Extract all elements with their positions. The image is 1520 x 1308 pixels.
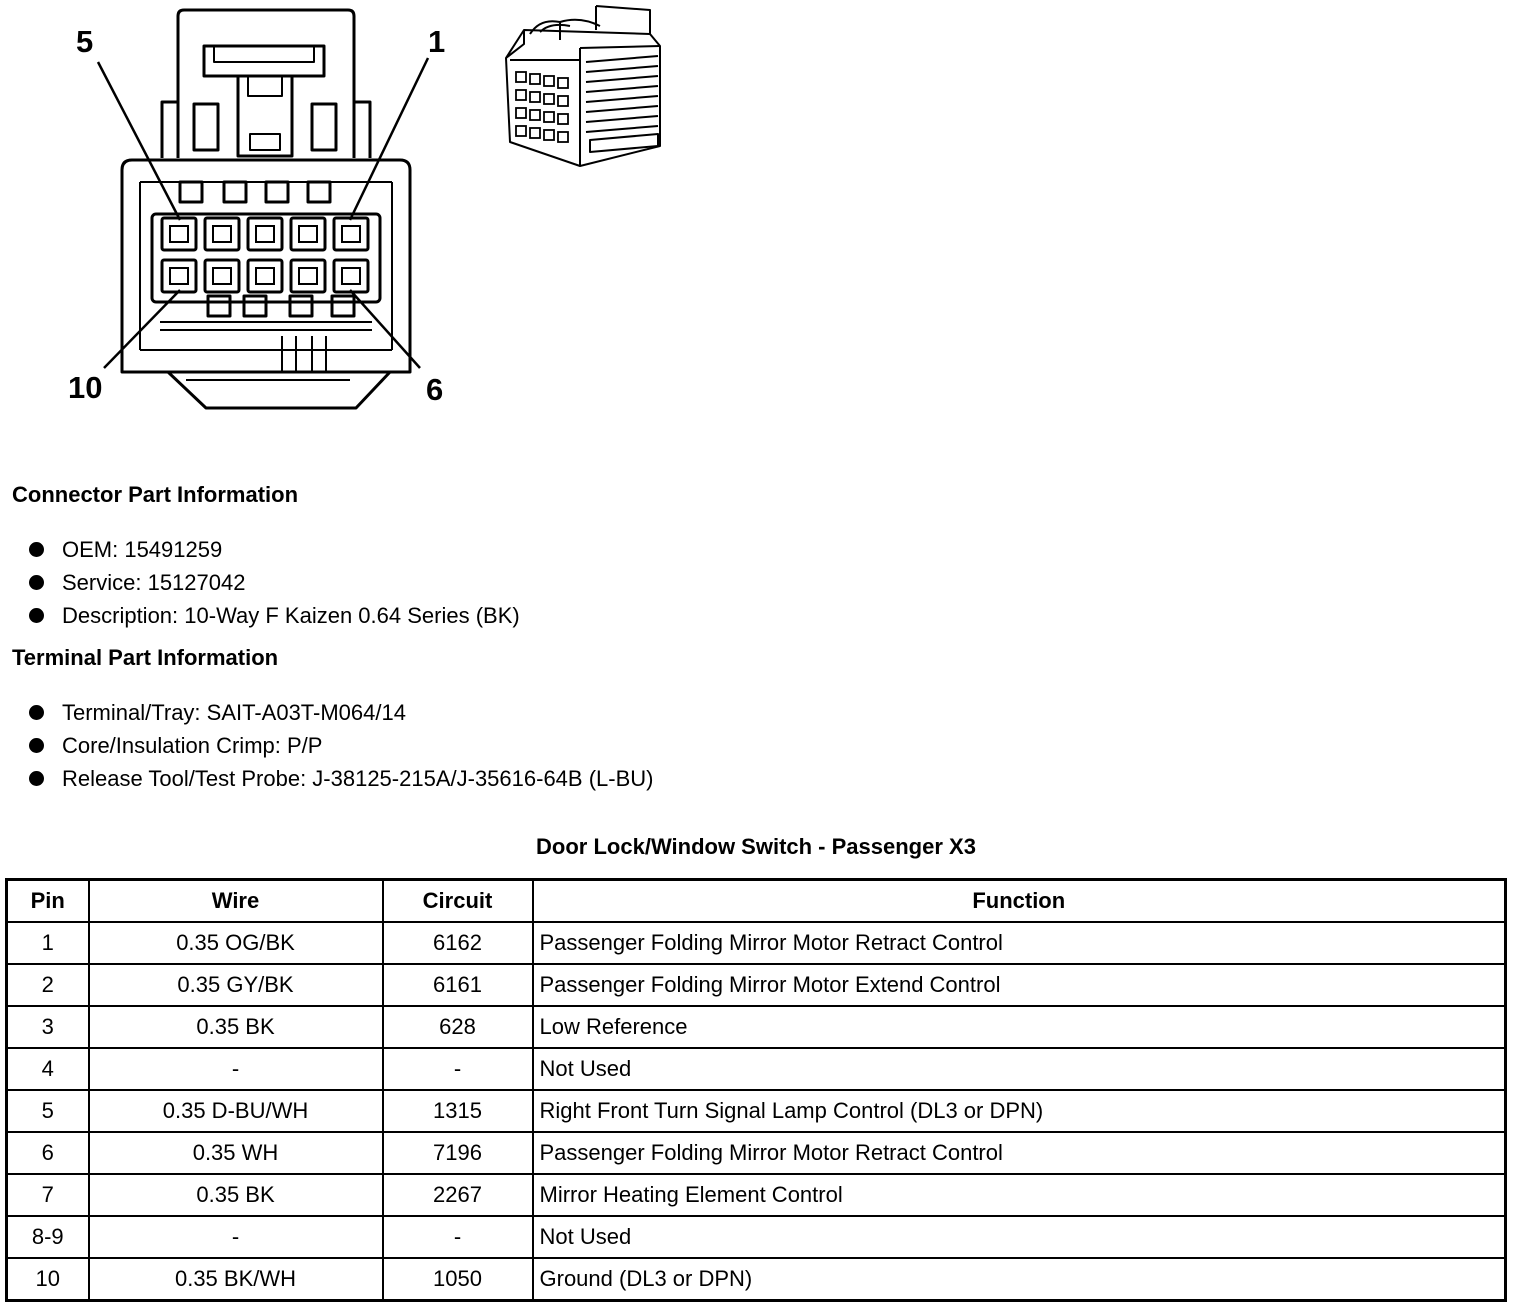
connector-service: Service: 15127042 xyxy=(62,570,246,595)
cell-pin: 4 xyxy=(7,1048,89,1090)
header-pin: Pin xyxy=(7,880,89,923)
cell-circuit: 6162 xyxy=(383,922,533,964)
cell-wire: - xyxy=(89,1216,383,1258)
header-wire: Wire xyxy=(89,880,383,923)
cell-function: Passenger Folding Mirror Motor Retract Control xyxy=(533,1132,1506,1174)
cell-function: Mirror Heating Element Control xyxy=(533,1174,1506,1216)
cell-circuit: 7196 xyxy=(383,1132,533,1174)
terminal-info-list xyxy=(28,696,653,795)
table-row xyxy=(7,1216,1506,1258)
cell-pin: 5 xyxy=(7,1090,89,1132)
connector-isometric-illustration xyxy=(500,0,700,175)
cell-wire: - xyxy=(89,1048,383,1090)
cell-wire: 0.35 WH xyxy=(89,1132,383,1174)
terminal-release-tool: Release Tool/Test Probe: J-38125-215A/J-35616-64B (L-BU) xyxy=(62,766,654,791)
bullet-icon xyxy=(29,771,44,786)
bullet-icon xyxy=(29,542,44,557)
list-item xyxy=(28,533,520,566)
pinout-table xyxy=(5,878,1507,1302)
connector-face-diagram xyxy=(0,0,460,420)
bullet-icon xyxy=(29,738,44,753)
terminal-crimp: Core/Insulation Crimp: P/P xyxy=(62,733,323,758)
cell-wire: 0.35 OG/BK xyxy=(89,922,383,964)
table-row xyxy=(7,1132,1506,1174)
cell-wire: 0.35 BK/WH xyxy=(89,1258,383,1301)
table-row xyxy=(7,964,1506,1006)
cell-circuit: 2267 xyxy=(383,1174,533,1216)
cell-circuit: 1050 xyxy=(383,1258,533,1301)
bullet-icon xyxy=(29,705,44,720)
cell-pin: 2 xyxy=(7,964,89,1006)
header-circuit: Circuit xyxy=(383,880,533,923)
cell-function: Not Used xyxy=(533,1216,1506,1258)
list-item xyxy=(28,696,653,729)
cell-pin: 6 xyxy=(7,1132,89,1174)
cell-wire: 0.35 BK xyxy=(89,1174,383,1216)
cell-function: Not Used xyxy=(533,1048,1506,1090)
cell-function: Right Front Turn Signal Lamp Control (DL3 or DPN) xyxy=(533,1090,1506,1132)
cell-pin: 10 xyxy=(7,1258,89,1301)
cell-wire: 0.35 D-BU/WH xyxy=(89,1090,383,1132)
terminal-info-title: Terminal Part Information xyxy=(12,645,279,670)
table-row xyxy=(7,1174,1506,1216)
cell-circuit: 6161 xyxy=(383,964,533,1006)
pin-label-10: 10 xyxy=(68,370,103,405)
bullet-icon xyxy=(29,608,44,623)
pin-label-5: 5 xyxy=(76,24,94,59)
connector-info-list xyxy=(28,533,520,632)
table-row xyxy=(7,1258,1506,1301)
cell-circuit: 1315 xyxy=(383,1090,533,1132)
table-row xyxy=(7,1048,1506,1090)
connector-oem: OEM: 15491259 xyxy=(62,537,223,562)
list-item xyxy=(28,566,520,599)
cell-wire: 0.35 BK xyxy=(89,1006,383,1048)
list-item xyxy=(28,729,653,762)
list-item xyxy=(28,599,520,632)
connector-description: Description: 10-Way F Kaizen 0.64 Series (BK) xyxy=(62,603,520,628)
cell-circuit: - xyxy=(383,1216,533,1258)
cell-pin: 3 xyxy=(7,1006,89,1048)
header-function: Function xyxy=(533,880,1506,923)
cell-pin: 8-9 xyxy=(7,1216,89,1258)
table-row xyxy=(7,1090,1506,1132)
cell-function: Passenger Folding Mirror Motor Retract Control xyxy=(533,922,1506,964)
cell-circuit: - xyxy=(383,1048,533,1090)
bullet-icon xyxy=(29,575,44,590)
connector-info-title: Connector Part Information xyxy=(12,482,299,507)
cell-pin: 7 xyxy=(7,1174,89,1216)
table-title: Door Lock/Window Switch - Passenger X3 xyxy=(536,834,976,859)
cell-function: Low Reference xyxy=(533,1006,1506,1048)
terminal-tray: Terminal/Tray: SAIT-A03T-M064/14 xyxy=(62,700,406,725)
pin-label-1: 1 xyxy=(428,24,446,59)
pin-label-6: 6 xyxy=(426,372,444,407)
cell-pin: 1 xyxy=(7,922,89,964)
cell-function: Passenger Folding Mirror Motor Extend Control xyxy=(533,964,1506,1006)
cell-function: Ground (DL3 or DPN) xyxy=(533,1258,1506,1301)
table-header-row xyxy=(7,880,1506,923)
table-row xyxy=(7,922,1506,964)
list-item xyxy=(28,762,653,795)
cell-circuit: 628 xyxy=(383,1006,533,1048)
cell-wire: 0.35 GY/BK xyxy=(89,964,383,1006)
table-row xyxy=(7,1006,1506,1048)
